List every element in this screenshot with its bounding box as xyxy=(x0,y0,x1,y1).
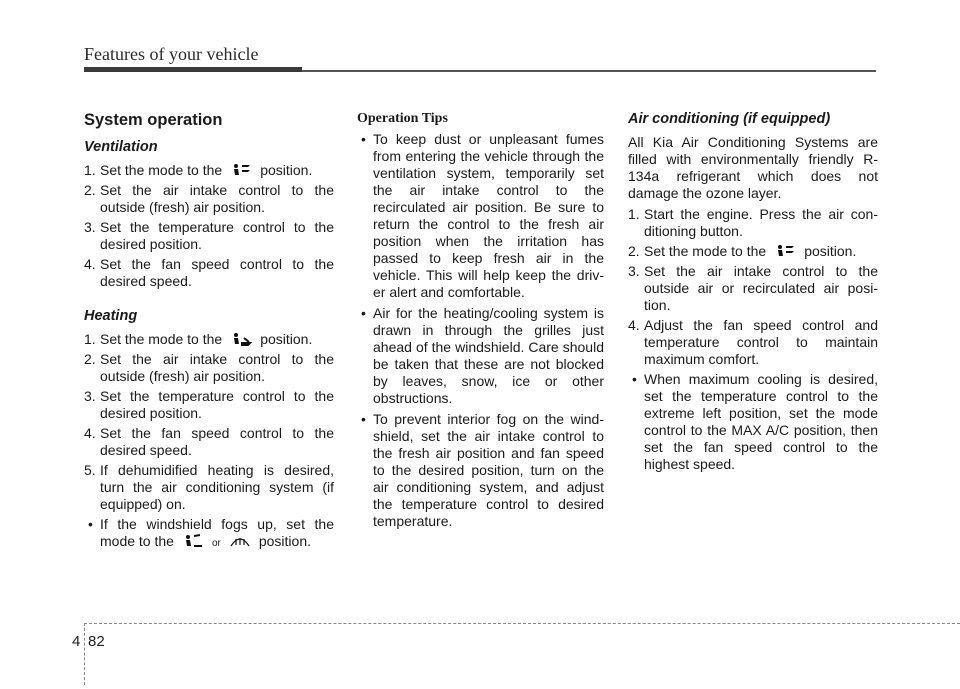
bullet-item: • When maximum cooling is desired, set the temperature control to the extreme left position, set the mode control to the MAX A/C position, then set the fan speed control to the highest speed. xyxy=(628,371,878,473)
list-item: 4. Adjust the fan speed control and temperature control to maintain maximum comfort. xyxy=(628,317,878,367)
ventilation-title: Ventilation xyxy=(84,139,158,155)
bullet-item: • To prevent interior fog on the wind-shield, set the air intake control to the fresh air position and fan speed to the desired position, turn on the air conditioning system, and adjust the temperature control to desired temperature. xyxy=(357,411,604,530)
bullet-item: • To keep dust or unpleasant fumes from entering the vehicle through the ventilation system, temporarily set the air intake control to the recirculated air position. Be sure to return the control to the fresh air position when the irritation has passed to keep fresh air in the vehicle. This will help keep the driv-er alert and comfortable. xyxy=(357,131,604,301)
floor-defrost-icon xyxy=(182,534,204,548)
air-conditioning-title: Air conditioning (if equipped) xyxy=(628,111,831,127)
list-item: 4. Set the fan speed control to the desired speed. xyxy=(84,256,334,289)
header-bar xyxy=(84,67,302,72)
list-item: 1. Set the mode to the position. xyxy=(84,331,313,347)
bullet-item: • If the windshield fogs up, set the mode to the or position. xyxy=(84,516,334,552)
floor-mode-icon xyxy=(230,332,252,346)
list-item: 5. If dehumidified heating is desired, turn the air conditioning system (if equipped) on. xyxy=(84,462,334,512)
page-number: 82 xyxy=(88,633,105,650)
heating-title: Heating xyxy=(84,308,138,324)
column-middle xyxy=(357,110,604,534)
chapter-number: 4 xyxy=(72,633,81,650)
column-right xyxy=(628,110,878,477)
list-item: 1. Set the mode to the position. xyxy=(84,162,313,178)
list-item: 2. Set the mode to the position. xyxy=(628,243,857,259)
list-item: 3. Set the temperature control to the desired position. xyxy=(84,388,334,421)
list-item: 2. Set the air intake control to the outside (fresh) air position. xyxy=(84,351,334,384)
list-item: 2. Set the air intake control to the outside (fresh) air position. xyxy=(84,182,334,215)
list-item: 3. Set the temperature control to the desired position. xyxy=(84,219,334,252)
face-vent-icon xyxy=(230,163,252,177)
footer-divider xyxy=(84,623,86,685)
list-item: 1. Start the engine. Press the air con-ditioning button. xyxy=(628,206,878,239)
section-title: System operation xyxy=(84,111,223,129)
intro-paragraph: All Kia Air Conditioning Systems are filled with environmentally friendly R-134a refrigerant which does not damage the ozone layer. xyxy=(628,134,878,201)
list-item: 4. Set the fan speed control to the desired speed. xyxy=(84,425,334,458)
bullet-item: • Air for the heating/cooling system is drawn in through the grilles just ahead of the windshield. Care should be taken that these are not blocked by leaves, snow, ice or other obstructions. xyxy=(357,305,604,407)
page-header-title: Features of your vehicle xyxy=(84,44,259,64)
face-vent-icon xyxy=(774,244,796,258)
column-left xyxy=(84,110,334,556)
footer-rule xyxy=(84,623,960,624)
header-rule xyxy=(302,70,876,72)
windshield-defrost-icon xyxy=(229,534,251,548)
list-item: 3. Set the air intake control to the outside air or recirculated air posi-tion. xyxy=(628,263,878,313)
operation-tips-title: Operation Tips xyxy=(357,111,448,126)
